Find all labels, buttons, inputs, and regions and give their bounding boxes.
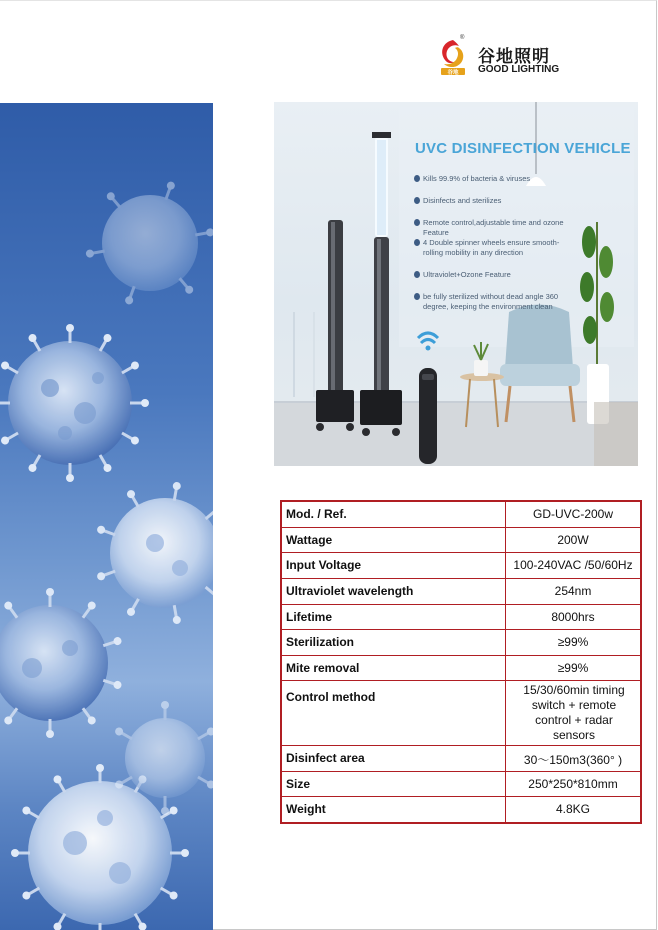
- spec-label: Input Voltage: [281, 553, 506, 579]
- product-photo: [274, 102, 638, 466]
- spec-value: 8000hrs: [506, 604, 642, 630]
- table-row: [281, 655, 641, 681]
- brand-logo: [437, 35, 577, 80]
- bullet-icon: [414, 239, 420, 246]
- bullet-icon: [414, 197, 420, 204]
- virus-particles-graphic: [0, 103, 213, 930]
- spec-label: Mite removal: [281, 655, 506, 681]
- feature-item: [414, 196, 564, 206]
- feature-item: [414, 218, 564, 238]
- spec-label: Weight: [281, 797, 506, 823]
- table-row: [281, 745, 641, 771]
- spec-label: Mod. / Ref.: [281, 501, 506, 527]
- table-row: [281, 604, 641, 630]
- bullet-icon: [414, 271, 420, 278]
- feature-item: [414, 238, 562, 258]
- spec-value: ≥99%: [506, 630, 642, 656]
- table-row: [281, 578, 641, 604]
- feature-text: Disinfects and sterilizes: [423, 196, 502, 205]
- table-row: [281, 797, 641, 823]
- spec-value: 100-240VAC /50/60Hz: [506, 553, 642, 579]
- feature-item: [414, 270, 564, 280]
- spec-label: Control method: [281, 681, 506, 746]
- feature-text: be fully sterilized without dead angle 360 degree, keeping the environment clean: [423, 292, 559, 311]
- feature-text: Ultraviolet+Ozone Feature: [423, 270, 511, 279]
- logo-mark-text: 谷地: [447, 70, 459, 76]
- feature-item: [414, 174, 564, 184]
- feature-text: 4 Double spinner wheels ensure smooth-rolling mobility in any direction: [423, 238, 560, 257]
- spec-label: Lifetime: [281, 604, 506, 630]
- brand-name-english: GOOD LIGHTING: [478, 64, 560, 75]
- table-row: [281, 681, 641, 746]
- spec-value: 250*250*810mm: [506, 771, 642, 797]
- spec-value: 15/30/60min timing switch + remote control + radar sensors: [506, 681, 642, 746]
- spec-table: [280, 500, 642, 824]
- bullet-icon: [414, 293, 420, 300]
- virus-illustration: [0, 103, 213, 930]
- spec-value: ≥99%: [506, 655, 642, 681]
- spec-label: Ultraviolet wavelength: [281, 578, 506, 604]
- spec-label: Disinfect area: [281, 745, 506, 771]
- spec-value: 254nm: [506, 578, 642, 604]
- spec-label: Size: [281, 771, 506, 797]
- bullet-icon: [414, 175, 420, 182]
- table-row: [281, 771, 641, 797]
- registered-mark: ®: [460, 35, 465, 41]
- spec-label: Wattage: [281, 527, 506, 553]
- bullet-icon: [414, 219, 420, 226]
- brand-name-chinese: 谷地照明: [478, 47, 550, 66]
- feature-text: Remote control,adjustable time and ozone Feature: [423, 218, 564, 237]
- spec-label: Sterilization: [281, 630, 506, 656]
- spec-value: 4.8KG: [506, 797, 642, 823]
- table-row: [281, 501, 641, 527]
- logo-mark-icon: [437, 38, 469, 76]
- spec-value: GD-UVC-200w: [506, 501, 642, 527]
- spec-value: 30～150m3(360° ): [506, 745, 642, 771]
- feature-item: [414, 292, 564, 312]
- table-row: [281, 553, 641, 579]
- product-image-title: UVC DISINFECTION VEHICLE: [415, 140, 631, 157]
- table-row: [281, 527, 641, 553]
- spec-value: 200W: [506, 527, 642, 553]
- feature-text: Kills 99.9% of bacteria & viruses: [423, 174, 531, 183]
- table-row: [281, 630, 641, 656]
